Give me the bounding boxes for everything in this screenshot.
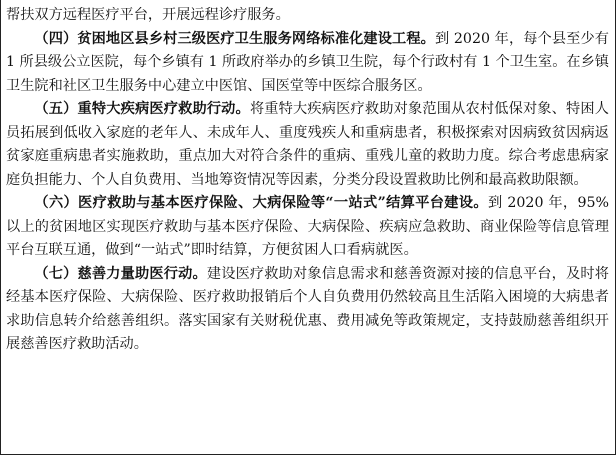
section-number: （五） [34, 101, 78, 117]
paragraph-body: 帮扶双方远程医疗平台，开展远程诊疗服务。 [6, 7, 290, 23]
section-number: （四） [34, 30, 78, 47]
paragraph-body: 到 2020 年，每个县至少有 1 所县级公立医院，每个乡镇有 1 所政府举办的乡镇卫生院，每个行政村有 1 个卫生室。在乡镇卫生院和社区卫生服务中心建立中医馆、国医堂等中医综合服务区。 [6, 30, 609, 94]
paragraph-section-6 [6, 192, 609, 263]
section-number: （七） [34, 265, 78, 282]
paragraph-body: 建设医疗救助对象信息需求和慈善资源对接的信息平台，及时将经基本医疗保险、大病保险、医疗救助报销后个人自负费用仍然较高且生活陷入困境的大病患者求助信息转介给慈善组织。落实国家有关财税优惠、费用减免等政策规定，支持鼓励慈善组织开展慈善医疗救助活动。 [6, 265, 609, 352]
paragraph-section-7 [6, 263, 609, 357]
section-title: 重特大疾病医疗救助行动。 [77, 101, 250, 117]
section-title: 慈善力量助医行动。 [77, 265, 207, 282]
section-title: 医疗救助与基本医疗保险、大病保险等“一站式”结算平台建设。 [78, 195, 488, 211]
paragraph-section-4 [6, 28, 609, 99]
paragraph-body: 到 2020 年，95%以上的贫困地区实现医疗救助与基本医疗保险、大病保险、疾病应急救助、商业保险等信息管理平台互联互通，做到“一站式”即时结算，方便贫困人口看病就医。 [6, 195, 609, 258]
paragraph-body: 将重特大疾病医疗救助对象范围从农村低保对象、特困人员拓展到低收入家庭的老年人、未成年人、重度残疾人和重病患者，积极探索对因病致贫因病返贫家庭重病患者实施救助，重点加大对符合条件的重病、重残儿童的救助力度。综合考虑患病家庭负担能力、个人自负费用、当地筹资情况等因素，分类分段设置救助比例和最高救助限额。 [6, 101, 609, 188]
paragraph-continuation [6, 4, 609, 28]
section-title: 贫困地区县乡村三级医疗卫生服务网络标准化建设工程。 [77, 30, 435, 47]
paragraph-section-5 [6, 98, 609, 192]
section-number: （六） [34, 195, 79, 211]
